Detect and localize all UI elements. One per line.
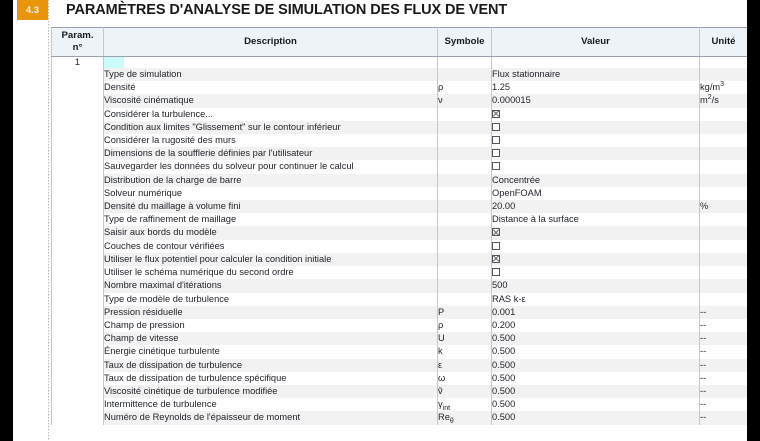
cell-unite: -- xyxy=(700,385,748,398)
table-row[interactable] xyxy=(52,57,748,69)
table-row[interactable] xyxy=(52,372,748,385)
cell-valeur[interactable]: 0.500 xyxy=(492,385,700,398)
checkbox-unchecked-icon[interactable] xyxy=(492,123,500,131)
cell-description: Densité du maillage à volume fini xyxy=(104,200,438,213)
table-row[interactable] xyxy=(52,68,748,81)
cell-description: Viscosité cinétique de turbulence modifiée xyxy=(104,385,438,398)
column-header-valeur: Valeur xyxy=(492,28,700,57)
cell-valeur[interactable]: RAS k-ε xyxy=(492,293,700,306)
row-highlight-marker xyxy=(104,57,124,68)
table-row[interactable] xyxy=(52,213,748,226)
cell-unite: -- xyxy=(700,306,748,319)
cell-valeur[interactable] xyxy=(492,226,700,239)
cell-unite xyxy=(700,213,748,226)
cell-symbole xyxy=(438,226,492,239)
column-header-symbole: Symbole xyxy=(438,28,492,57)
cell-symbole xyxy=(438,187,492,200)
table-row[interactable] xyxy=(52,253,748,266)
cell-valeur[interactable]: 1.25 xyxy=(492,81,700,94)
cell-valeur[interactable]: 0.000015 xyxy=(492,94,700,107)
cell-description: Utiliser le flux potentiel pour calculer la condition initiale xyxy=(104,253,438,266)
cell-description: Champ de vitesse xyxy=(104,332,438,345)
cell-unite xyxy=(700,134,748,147)
cell-valeur[interactable] xyxy=(492,134,700,147)
cell-description: Énergie cinétique turbulente xyxy=(104,345,438,358)
cell-symbole xyxy=(438,147,492,160)
cell-symbole: $\gamma_{int}$ xyxy=(438,398,492,411)
cell-description: Considérer la rugosité des murs xyxy=(104,134,438,147)
cell-unite: -- xyxy=(700,345,748,358)
checkbox-unchecked-icon[interactable] xyxy=(492,242,500,250)
cell-symbole: k xyxy=(438,345,492,358)
table-row[interactable] xyxy=(52,81,748,94)
checkbox-checked-icon[interactable] xyxy=(492,228,500,236)
cell-symbole xyxy=(438,121,492,134)
cell-description: Distribution de la charge de barre xyxy=(104,174,438,187)
parameters-table xyxy=(51,27,747,425)
cell-valeur[interactable] xyxy=(492,240,700,253)
cell-valeur[interactable] xyxy=(492,108,700,121)
table-header xyxy=(52,28,748,57)
cell-symbole: ν xyxy=(438,94,492,107)
cell-valeur[interactable]: 0.500 xyxy=(492,398,700,411)
section-number-badge: 4.3 xyxy=(17,0,48,20)
cell-valeur[interactable]: Flux stationnaire xyxy=(492,68,700,81)
cell-symbole xyxy=(438,293,492,306)
cell-valeur[interactable] xyxy=(492,121,700,134)
cell-unite xyxy=(700,253,748,266)
column-header-description: Description xyxy=(104,28,438,57)
cell-unite xyxy=(700,160,748,173)
cell-valeur[interactable]: Distance à la surface xyxy=(492,213,700,226)
column-header-param-number-line2: n° xyxy=(72,42,83,53)
parameters-table-container xyxy=(51,27,747,441)
table-row[interactable] xyxy=(52,359,748,372)
column-header-unite: Unité xyxy=(700,28,748,57)
table-row[interactable] xyxy=(52,332,748,345)
cell-symbole xyxy=(438,160,492,173)
cell-unite xyxy=(700,266,748,279)
checkbox-checked-icon[interactable] xyxy=(492,255,500,263)
table-row[interactable] xyxy=(52,306,748,319)
table-row[interactable] xyxy=(52,108,748,121)
cell-symbole xyxy=(438,68,492,81)
cell-symbole: ω xyxy=(438,372,492,385)
table-header-row xyxy=(52,28,748,57)
cell-valeur[interactable]: 500 xyxy=(492,279,700,292)
cell-description: Densité xyxy=(104,81,438,94)
cell-description: Taux de dissipation de turbulence xyxy=(104,359,438,372)
cell-valeur[interactable]: 0.500 xyxy=(492,345,700,358)
column-header-param-number xyxy=(52,28,104,57)
document-sheet xyxy=(13,0,747,441)
cell-unite: % xyxy=(700,200,748,213)
cell-symbole xyxy=(438,174,492,187)
table-row[interactable] xyxy=(52,345,748,358)
checkbox-unchecked-icon[interactable] xyxy=(492,149,500,157)
cell-symbole: ε xyxy=(438,359,492,372)
cell-symbole xyxy=(438,213,492,226)
cell-symbole: ṽ xyxy=(438,385,492,398)
cell-description: Considérer la turbulence... xyxy=(104,108,438,121)
cell-unite xyxy=(700,108,748,121)
cell-description: Sauvegarder les données du solveur pour continuer le calcul xyxy=(104,160,438,173)
cell-symbole: ρ xyxy=(438,319,492,332)
cell-valeur[interactable]: 20.00 xyxy=(492,200,700,213)
cell-description: Champ de pression xyxy=(104,319,438,332)
table-row[interactable] xyxy=(52,411,748,424)
table-row[interactable] xyxy=(52,385,748,398)
cell-unite xyxy=(700,121,748,134)
cell-symbole: $Re_\theta$ xyxy=(438,411,492,424)
table-row[interactable] xyxy=(52,398,748,411)
table-row[interactable] xyxy=(52,94,748,107)
cell-valeur[interactable] xyxy=(492,253,700,266)
cell-unite: $kg/m^3$ xyxy=(700,81,748,94)
cell-unite xyxy=(700,147,748,160)
table-row[interactable] xyxy=(52,147,748,160)
cell-unite xyxy=(700,279,748,292)
table-row[interactable] xyxy=(52,240,748,253)
cell-valeur[interactable]: 0.500 xyxy=(492,359,700,372)
cell-valeur[interactable]: Concentrée xyxy=(492,174,700,187)
checkbox-unchecked-icon[interactable] xyxy=(492,268,500,276)
cell-valeur[interactable]: 0.500 xyxy=(492,372,700,385)
cell-description: Type de simulation xyxy=(104,68,438,81)
cell-unite: -- xyxy=(700,359,748,372)
cell-unite xyxy=(700,293,748,306)
table-row[interactable] xyxy=(52,160,748,173)
cell-valeur[interactable] xyxy=(492,266,700,279)
checkbox-checked-icon[interactable] xyxy=(492,110,500,118)
table-row[interactable] xyxy=(52,174,748,187)
table-row[interactable] xyxy=(52,293,748,306)
cell-symbole xyxy=(438,253,492,266)
cell-symbole xyxy=(438,200,492,213)
cell-unite: $m^2/s$ xyxy=(700,94,748,107)
table-row[interactable] xyxy=(52,266,748,279)
table-body xyxy=(52,57,748,425)
cell-description: Condition aux limites "Glissement" sur le contour inférieur xyxy=(104,121,438,134)
cell-description: Nombre maximal d'itérations xyxy=(104,279,438,292)
cell-description: Viscosité cinématique xyxy=(104,94,438,107)
cell-unite: -- xyxy=(700,411,748,424)
cell-valeur[interactable]: OpenFOAM xyxy=(492,187,700,200)
cell-valeur[interactable]: 0.500 xyxy=(492,332,700,345)
cell-unite: -- xyxy=(700,372,748,385)
table-row[interactable] xyxy=(52,226,748,239)
column-header-param-number-line1: Param. xyxy=(61,30,94,41)
cell-unite xyxy=(700,240,748,253)
cell-description: Solveur numérique xyxy=(104,187,438,200)
table-row[interactable] xyxy=(52,319,748,332)
cell-valeur[interactable]: 0.001 xyxy=(492,306,700,319)
table-row[interactable] xyxy=(52,134,748,147)
cell-unite: -- xyxy=(700,398,748,411)
margin-guide xyxy=(48,0,49,441)
cell-unite xyxy=(700,226,748,239)
cell-symbole xyxy=(438,134,492,147)
cell-description: Dimensions de la soufflerie définies par l'utilisateur xyxy=(104,147,438,160)
page-title: PARAMÈTRES D'ANALYSE DE SIMULATION DES FLUX DE VENT xyxy=(66,2,508,18)
cell-valeur[interactable]: 0.200 xyxy=(492,319,700,332)
table-row[interactable] xyxy=(52,121,748,134)
cell-description xyxy=(104,57,438,69)
cell-symbole xyxy=(438,57,492,69)
cell-valeur[interactable] xyxy=(492,160,700,173)
cell-unite: -- xyxy=(700,332,748,345)
cell-valeur[interactable] xyxy=(492,147,700,160)
cell-description: Taux de dissipation de turbulence spécifique xyxy=(104,372,438,385)
cell-symbole: ρ xyxy=(438,81,492,94)
checkbox-unchecked-icon[interactable] xyxy=(492,136,500,144)
cell-description: Type de modèle de turbulence xyxy=(104,293,438,306)
cell-symbole xyxy=(438,108,492,121)
cell-unite xyxy=(700,174,748,187)
cell-symbole: U xyxy=(438,332,492,345)
cell-symbole xyxy=(438,279,492,292)
table-row[interactable] xyxy=(52,279,748,292)
cell-description: Utiliser le schéma numérique du second ordre xyxy=(104,266,438,279)
cell-param-number: 1 xyxy=(52,57,104,425)
cell-description: Pression résiduelle xyxy=(104,306,438,319)
table-row[interactable] xyxy=(52,187,748,200)
cell-unite: -- xyxy=(700,319,748,332)
cell-valeur[interactable]: 0.500 xyxy=(492,411,700,424)
cell-symbole: P xyxy=(438,306,492,319)
cell-unite xyxy=(700,68,748,81)
cell-unite xyxy=(700,57,748,69)
cell-valeur[interactable] xyxy=(492,57,700,69)
checkbox-unchecked-icon[interactable] xyxy=(492,162,500,170)
cell-unite xyxy=(700,187,748,200)
cell-description: Type de raffinement de maillage xyxy=(104,213,438,226)
cell-description: Saisir aux bords du modèle xyxy=(104,226,438,239)
document-header xyxy=(13,0,747,24)
cell-description: Numéro de Reynolds de l'épaisseur de moment xyxy=(104,411,438,424)
cell-symbole xyxy=(438,240,492,253)
cell-symbole xyxy=(438,266,492,279)
cell-description: Intermittence de turbulence xyxy=(104,398,438,411)
table-row[interactable] xyxy=(52,200,748,213)
cell-description: Couches de contour vérifiées xyxy=(104,240,438,253)
